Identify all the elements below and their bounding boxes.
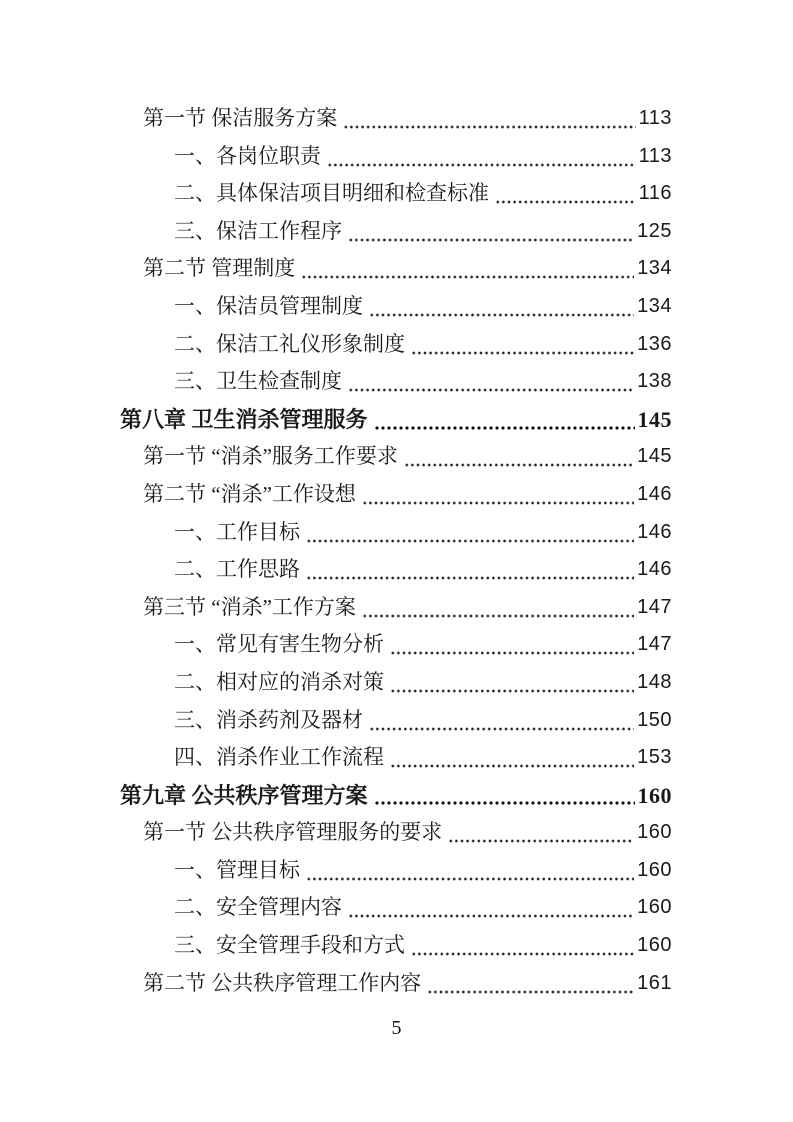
toc-entry-label: 第三节 “消杀”工作方案 xyxy=(143,594,356,619)
dot-leader xyxy=(411,927,634,965)
dot-leader xyxy=(495,175,636,213)
toc-entry-label: 三、卫生检查制度 xyxy=(174,369,342,394)
toc-entry-page: 147 xyxy=(637,595,672,618)
dot-leader xyxy=(448,814,634,852)
toc-entry-page: 148 xyxy=(637,670,672,693)
dot-leader xyxy=(369,702,634,740)
toc-entry-label: 第一节 “消杀”服务工作要求 xyxy=(143,444,398,469)
toc-entry xyxy=(120,739,672,777)
toc-entry-page: 138 xyxy=(637,370,672,393)
toc-entry-label: 第一节 保洁服务方案 xyxy=(143,106,338,130)
toc-entry-label: 二、工作思路 xyxy=(174,557,300,582)
toc-entry-page: 116 xyxy=(638,182,672,205)
toc-entry-label: 一、管理目标 xyxy=(174,857,300,882)
toc-entry xyxy=(120,401,672,439)
dot-leader xyxy=(301,250,634,288)
toc-entry xyxy=(120,100,672,138)
toc-entry-page: 147 xyxy=(637,633,672,656)
toc-entry-label: 第二节 公共秩序管理工作内容 xyxy=(143,970,422,995)
toc-entry-label: 四、消杀作业工作流程 xyxy=(174,745,384,770)
toc-entry-label: 二、保洁工礼仪形象制度 xyxy=(174,331,405,356)
toc-entry xyxy=(120,777,672,815)
dot-leader xyxy=(362,589,634,627)
dot-leader xyxy=(343,100,635,138)
toc-entry xyxy=(120,250,672,288)
dot-leader xyxy=(374,777,635,815)
toc-entry-page: 160 xyxy=(637,896,672,919)
dot-leader xyxy=(390,626,634,664)
toc-entry-page: 160 xyxy=(637,858,672,881)
toc-entry-page: 160 xyxy=(637,821,672,844)
toc-entry-page: 145 xyxy=(637,406,672,432)
toc-entry xyxy=(120,438,672,476)
toc-entry-label: 三、消杀药剂及器材 xyxy=(174,707,363,732)
dot-leader xyxy=(306,514,634,552)
dot-leader xyxy=(306,551,634,589)
toc-entry xyxy=(120,326,672,364)
dot-leader xyxy=(390,739,634,777)
toc-entry-page: 160 xyxy=(637,782,672,808)
toc-entry xyxy=(120,175,672,213)
dot-leader xyxy=(348,363,634,401)
toc-entry-label: 一、工作目标 xyxy=(174,519,300,544)
toc-entry-page: 136 xyxy=(637,332,672,355)
toc-entry-label: 二、相对应的消杀对策 xyxy=(174,669,384,694)
toc-entry-page: 146 xyxy=(637,482,672,505)
toc-entry-label: 二、具体保洁项目明细和检查标准 xyxy=(174,181,489,206)
toc-entry xyxy=(120,363,672,401)
toc-entry-label: 第二节 管理制度 xyxy=(143,256,296,281)
toc-entry-label: 第八章 卫生消杀管理服务 xyxy=(120,406,368,432)
toc-entry xyxy=(120,288,672,326)
dot-leader xyxy=(404,438,634,476)
toc-entry-page: 134 xyxy=(637,257,672,280)
toc-entry xyxy=(120,814,672,852)
toc-entry xyxy=(120,589,672,627)
toc-entry-page: 125 xyxy=(637,219,672,242)
toc-entry xyxy=(120,213,672,251)
toc-entry-page: 145 xyxy=(637,445,672,468)
toc-entry-label: 一、保洁员管理制度 xyxy=(174,293,363,318)
dot-leader xyxy=(411,326,634,364)
toc-entry xyxy=(120,852,672,890)
dot-leader xyxy=(427,965,634,1003)
toc-entry-page: 134 xyxy=(637,294,672,317)
toc-entry-label: 三、安全管理手段和方式 xyxy=(174,933,405,958)
toc-entry-label: 第九章 公共秩序管理方案 xyxy=(120,782,368,808)
toc-entry-label: 第一节 公共秩序管理服务的要求 xyxy=(143,820,443,845)
toc-entry xyxy=(120,927,672,965)
toc-entry-label: 一、常见有害生物分析 xyxy=(174,632,384,657)
toc-entry-page: 113 xyxy=(638,107,672,129)
toc-entry-page: 150 xyxy=(637,708,672,731)
dot-leader xyxy=(348,213,634,251)
page-number: 5 xyxy=(391,1017,402,1039)
toc-entry xyxy=(120,626,672,664)
toc-entry-label: 二、安全管理内容 xyxy=(174,895,342,920)
toc-entry-page: 153 xyxy=(637,746,672,769)
toc-entry-label: 第二节 “消杀”工作设想 xyxy=(143,481,356,506)
toc-entry xyxy=(120,476,672,514)
toc-entry xyxy=(120,664,672,702)
toc-entry-label: 一、各岗位职责 xyxy=(174,143,321,168)
dot-leader xyxy=(369,288,634,326)
dot-leader xyxy=(362,476,634,514)
dot-leader xyxy=(348,889,634,927)
toc-entry-page: 146 xyxy=(637,558,672,581)
toc-entry-label: 三、保洁工作程序 xyxy=(174,218,342,243)
dot-leader xyxy=(327,138,636,176)
toc-entry xyxy=(120,702,672,740)
toc-entry-page: 113 xyxy=(638,144,672,167)
toc-entry-page: 160 xyxy=(637,934,672,957)
toc-entry xyxy=(120,965,672,1003)
toc-entry-page: 161 xyxy=(637,971,672,994)
toc-entry xyxy=(120,514,672,552)
dot-leader xyxy=(374,401,635,439)
toc-entry xyxy=(120,889,672,927)
toc-entry xyxy=(120,138,672,176)
dot-leader xyxy=(390,664,634,702)
dot-leader xyxy=(306,852,634,890)
toc-entry xyxy=(120,551,672,589)
toc-entry-page: 146 xyxy=(637,520,672,543)
